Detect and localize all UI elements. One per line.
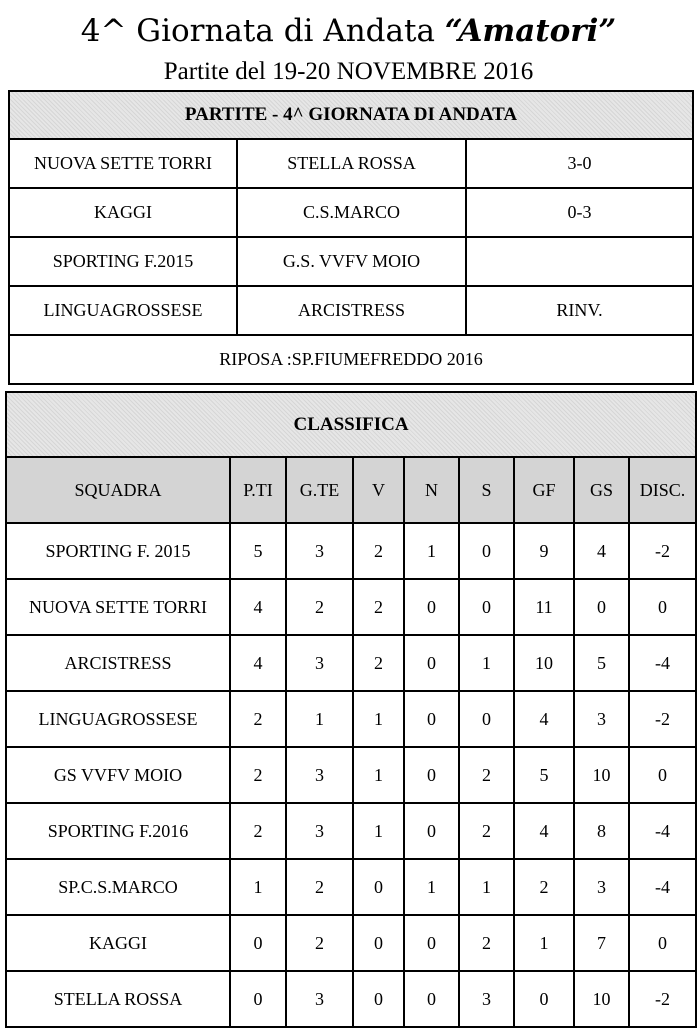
match-away-team: G.S. VVFV MOIO [237,237,466,286]
match-result: 0-3 [466,188,693,237]
standings-cell: 0 [353,915,404,971]
standings-cell: 3 [574,859,629,915]
standings-cell: 1 [459,859,514,915]
standings-cell: 3 [286,747,353,803]
standings-row [6,635,696,691]
match-home-team: SPORTING F.2015 [9,237,237,286]
standings-cell: 2 [353,579,404,635]
standings-team-name: KAGGI [6,915,230,971]
page-title-emphasis: “Amatori” [444,13,617,49]
match-result: RINV. [466,286,693,335]
standings-cell: 9 [514,523,574,579]
standings-cell: 3 [459,971,514,1027]
match-away-team: C.S.MARCO [237,188,466,237]
standings-cell: 4 [574,523,629,579]
standings-cell: 0 [629,915,696,971]
standings-cell: 0 [404,971,459,1027]
standings-column-header: N [404,457,459,523]
page-title-text: 4^ Giornata di Andata [80,13,445,49]
standings-row [6,523,696,579]
standings-cell: 2 [353,635,404,691]
match-row [9,237,693,286]
standings-column-header: V [353,457,404,523]
standings-cell: 0 [574,579,629,635]
standings-cell: 1 [514,915,574,971]
standings-cell: 2 [230,803,286,859]
standings-header: CLASSIFICA [6,392,696,457]
match-home-team: NUOVA SETTE TORRI [9,139,237,188]
standings-cell: 3 [286,803,353,859]
standings-cell: 2 [286,915,353,971]
standings-cell: 0 [404,803,459,859]
standings-cell: 0 [404,747,459,803]
match-away-team: ARCISTRESS [237,286,466,335]
standings-cell: -2 [629,523,696,579]
standings-row [6,691,696,747]
standings-cell: 0 [230,971,286,1027]
match-home-team: KAGGI [9,188,237,237]
standings-cell: 2 [286,859,353,915]
standings-cell: 0 [459,691,514,747]
standings-cell: 0 [459,579,514,635]
page-subtitle: Partite del 19-20 NOVEMBRE 2016 [163,58,534,85]
standings-cell: 7 [574,915,629,971]
standings-column-header: GS [574,457,629,523]
standings-team-name: SPORTING F.2016 [6,803,230,859]
standings-column-header: P.TI [230,457,286,523]
standings-cell: 10 [514,635,574,691]
standings-team-name: LINGUAGROSSESE [6,691,230,747]
standings-cell: 1 [286,691,353,747]
standings-cell: 10 [574,971,629,1027]
standings-column-header: GF [514,457,574,523]
standings-cell: 4 [514,803,574,859]
standings-cell: 8 [574,803,629,859]
standings-cell: 0 [459,523,514,579]
standings-cell: 4 [514,691,574,747]
match-rest-note: RIPOSA :SP.FIUMEFREDDO 2016 [9,335,693,384]
standings-cell: 5 [574,635,629,691]
standings-row [6,579,696,635]
standings-cell: 0 [404,915,459,971]
match-away-team: STELLA ROSSA [237,139,466,188]
standings-cell: 10 [574,747,629,803]
standings-row [6,859,696,915]
standings-cell: 0 [353,971,404,1027]
standings-cell: 3 [286,971,353,1027]
standings-cell: -4 [629,635,696,691]
standings-cell: 1 [459,635,514,691]
standings-cell: 2 [286,579,353,635]
standings-column-header: DISC. [629,457,696,523]
match-row [9,286,693,335]
standings-cell: 4 [230,635,286,691]
standings-cell: 5 [230,523,286,579]
standings-row [6,803,696,859]
standings-cell: 2 [459,747,514,803]
standings-cell: 0 [629,579,696,635]
standings-cell: 0 [514,971,574,1027]
standings-team-name: SPORTING F. 2015 [6,523,230,579]
standings-cell: 2 [459,915,514,971]
standings-cell: 0 [353,859,404,915]
standings-cell: 3 [574,691,629,747]
standings-team-name: STELLA ROSSA [6,971,230,1027]
standings-cell: 0 [404,635,459,691]
match-result: 3-0 [466,139,693,188]
standings-cell: 3 [286,635,353,691]
standings-cell: 2 [353,523,404,579]
standings-column-header: G.TE [286,457,353,523]
matches-header: PARTITE - 4^ GIORNATA DI ANDATA [9,91,693,139]
standings-cell: 0 [404,691,459,747]
standings-team-name: GS VVFV MOIO [6,747,230,803]
standings-cell: 0 [629,747,696,803]
standings-column-header: S [459,457,514,523]
standings-cell: 11 [514,579,574,635]
standings-cell: 0 [404,579,459,635]
standings-cell: 1 [404,859,459,915]
standings-cell: -4 [629,859,696,915]
standings-row [6,915,696,971]
standings-column-header: SQUADRA [6,457,230,523]
standings-cell: 5 [514,747,574,803]
standings-row [6,971,696,1027]
page-title [0,10,697,52]
standings-cell: 3 [286,523,353,579]
standings-cell: -4 [629,803,696,859]
standings-cell: 1 [353,803,404,859]
standings-team-name: NUOVA SETTE TORRI [6,579,230,635]
standings-cell: -2 [629,691,696,747]
standings-cell: 2 [230,691,286,747]
standings-row [6,747,696,803]
standings-cell: 0 [230,915,286,971]
standings-cell: 1 [353,747,404,803]
standings-cell: 2 [514,859,574,915]
standings-cell: 1 [353,691,404,747]
standings-table [5,391,697,1028]
standings-cell: 4 [230,579,286,635]
standings-team-name: ARCISTRESS [6,635,230,691]
standings-cell: -2 [629,971,696,1027]
standings-team-name: SP.C.S.MARCO [6,859,230,915]
match-row [9,139,693,188]
match-result [466,237,693,286]
match-home-team: LINGUAGROSSESE [9,286,237,335]
match-row [9,188,693,237]
standings-cell: 2 [459,803,514,859]
standings-cell: 2 [230,747,286,803]
standings-cell: 1 [404,523,459,579]
standings-cell: 1 [230,859,286,915]
matches-table [8,90,694,385]
